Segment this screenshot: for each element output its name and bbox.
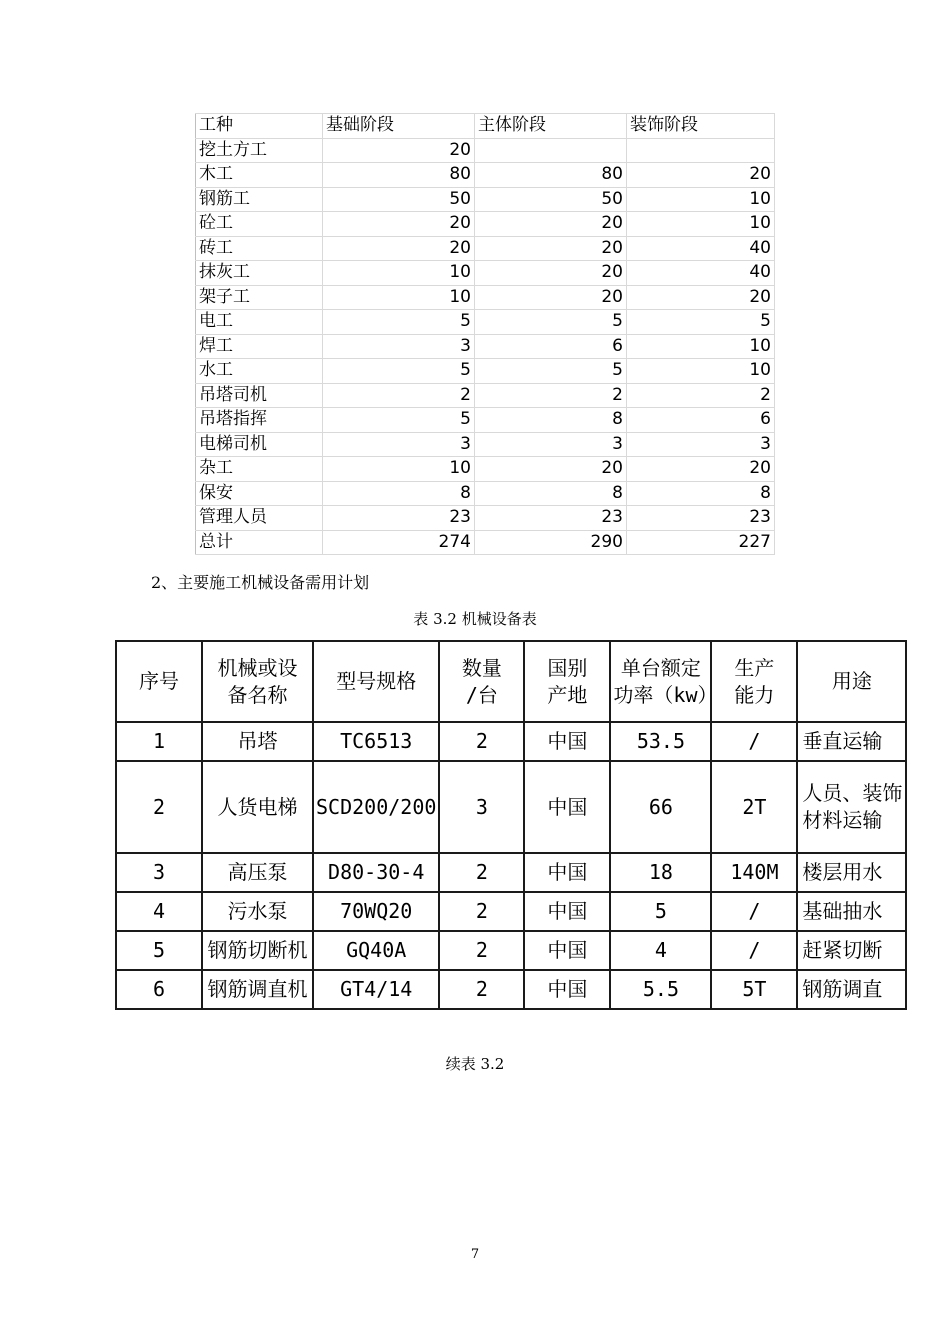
labor-trade-cell: 砼工 [196, 212, 323, 237]
labor-count-cell: 290 [475, 530, 627, 555]
equipment-cell: 5T [711, 970, 797, 1009]
labor-trade-cell: 保安 [196, 481, 323, 506]
labor-count-cell: 6 [475, 334, 627, 359]
labor-table-row [196, 334, 775, 359]
use-line: 赶紧切断 [802, 938, 883, 962]
use-line: 基础抽水 [802, 899, 883, 923]
labor-count-cell: 50 [323, 187, 475, 212]
labor-count-cell: 10 [323, 457, 475, 482]
labor-trade-cell: 管理人员 [196, 506, 323, 531]
equipment-cell: 3 [116, 853, 202, 892]
equipment-cell: GQ40A [313, 931, 439, 970]
header-line: 产地 [547, 682, 588, 707]
equipment-cell: TC6513 [313, 722, 439, 761]
labor-trade-cell: 架子工 [196, 285, 323, 310]
equipment-header-cell [202, 641, 313, 722]
equipment-cell: 吊塔 [202, 722, 313, 761]
labor-header-cell: 基础阶段 [323, 114, 475, 139]
labor-table-row [196, 163, 775, 188]
labor-count-cell: 20 [475, 285, 627, 310]
equipment-header-cell [610, 641, 718, 722]
labor-count-cell: 40 [627, 261, 775, 286]
equipment-header-cell [797, 641, 906, 722]
equipment-cell: 5.5 [610, 970, 711, 1009]
labor-count-cell: 10 [627, 334, 775, 359]
labor-count-cell: 50 [475, 187, 627, 212]
equipment-use-cell [797, 853, 906, 892]
equipment-cell: 4 [116, 892, 202, 931]
labor-count-cell [627, 138, 775, 163]
labor-count-cell: 5 [323, 359, 475, 384]
continued-table-caption: 续表 3.2 [445, 1055, 505, 1073]
labor-table-row [196, 530, 775, 555]
header-line: 型号规格 [336, 669, 417, 693]
equipment-cell: 中国 [524, 722, 610, 761]
labor-table-row [196, 236, 775, 261]
labor-count-cell: 3 [323, 334, 475, 359]
labor-count-cell: 5 [475, 310, 627, 335]
equipment-header-cell [313, 641, 439, 722]
use-line: 材料运输 [802, 808, 883, 832]
labor-table-row [196, 310, 775, 335]
labor-count-cell: 227 [627, 530, 775, 555]
equipment-cell: 中国 [524, 853, 610, 892]
equipment-cell: 5 [610, 892, 711, 931]
labor-trade-cell: 木工 [196, 163, 323, 188]
use-line: 人员、装饰 [802, 781, 903, 805]
equipment-cell: 人货电梯 [202, 761, 313, 853]
labor-count-cell: 20 [323, 138, 475, 163]
labor-trade-cell: 钢筋工 [196, 187, 323, 212]
labor-table-row [196, 138, 775, 163]
equipment-cell: 2 [439, 722, 524, 761]
equipment-cell: 2 [116, 761, 202, 853]
labor-count-cell: 80 [323, 163, 475, 188]
labor-count-cell: 10 [627, 187, 775, 212]
equipment-header-cell [116, 641, 202, 722]
header-line: 生产 [734, 655, 775, 680]
equipment-cell: D80-30-4 [313, 853, 439, 892]
labor-count-cell: 2 [323, 383, 475, 408]
labor-count-cell: 23 [627, 506, 775, 531]
header-line: 国别 [547, 655, 588, 680]
labor-trade-cell: 抹灰工 [196, 261, 323, 286]
labor-count-cell: 10 [323, 285, 475, 310]
header-line: /台 [465, 682, 498, 707]
equipment-table [115, 640, 907, 1010]
labor-count-cell: 8 [627, 481, 775, 506]
equipment-cell: 中国 [524, 892, 610, 931]
equipment-cell: / [711, 892, 797, 931]
equipment-cell: 18 [610, 853, 711, 892]
labor-count-cell: 5 [475, 359, 627, 384]
equipment-use-cell [797, 761, 906, 853]
labor-count-cell: 5 [323, 310, 475, 335]
labor-table-header-row [196, 114, 775, 139]
equipment-cell: 中国 [524, 761, 610, 853]
labor-trade-cell: 杂工 [196, 457, 323, 482]
equipment-cell: 中国 [524, 931, 610, 970]
equipment-header-cell [711, 641, 797, 722]
labor-table-row [196, 187, 775, 212]
labor-table-row [196, 457, 775, 482]
equipment-cell: 2 [439, 892, 524, 931]
header-line: 备名称 [227, 682, 288, 707]
labor-count-cell: 40 [627, 236, 775, 261]
equipment-cell: 2T [711, 761, 797, 853]
labor-count-cell: 5 [323, 408, 475, 433]
labor-count-cell: 20 [323, 212, 475, 237]
equipment-cell: 中国 [524, 970, 610, 1009]
equipment-cell: SCD200/200 [313, 761, 439, 853]
labor-count-cell: 3 [323, 432, 475, 457]
labor-count-cell: 23 [475, 506, 627, 531]
labor-trade-cell: 吊塔司机 [196, 383, 323, 408]
equipment-cell: 钢筋切断机 [202, 931, 313, 970]
equipment-cell: 2 [439, 931, 524, 970]
labor-count-cell: 10 [323, 261, 475, 286]
labor-header-cell: 主体阶段 [475, 114, 627, 139]
equipment-row [116, 722, 906, 761]
equipment-cell: 钢筋调直机 [202, 970, 313, 1009]
equipment-use-cell [797, 892, 906, 931]
labor-header-cell: 装饰阶段 [627, 114, 775, 139]
labor-table-row [196, 506, 775, 531]
section-heading: 2、主要施工机械设备需用计划 [151, 573, 370, 592]
equipment-cell: 70WQ20 [313, 892, 439, 931]
labor-trade-cell: 吊塔指挥 [196, 408, 323, 433]
header-line: 单台额定 [620, 655, 701, 680]
page-number: 7 [470, 1247, 480, 1262]
equipment-cell: 污水泵 [202, 892, 313, 931]
labor-count-cell: 10 [627, 359, 775, 384]
equipment-header-cell [439, 641, 524, 722]
labor-count-cell: 20 [627, 457, 775, 482]
labor-count-cell: 20 [475, 236, 627, 261]
labor-count-cell: 10 [627, 212, 775, 237]
equipment-cell: 2 [439, 970, 524, 1009]
equipment-cell: 5 [116, 931, 202, 970]
equipment-use-cell [797, 931, 906, 970]
labor-count-cell: 20 [627, 163, 775, 188]
labor-table-row [196, 285, 775, 310]
equipment-cell: 66 [610, 761, 711, 853]
labor-count-cell: 6 [627, 408, 775, 433]
equipment-cell: 140M [711, 853, 797, 892]
equipment-cell: 高压泵 [202, 853, 313, 892]
equipment-cell: 2 [439, 853, 524, 892]
equipment-cell: 3 [439, 761, 524, 853]
labor-allocation-table [195, 113, 775, 555]
labor-table-row [196, 261, 775, 286]
header-line: 机械或设 [217, 655, 298, 680]
labor-count-cell: 5 [627, 310, 775, 335]
header-line: 能力 [734, 682, 775, 707]
labor-trade-cell: 电工 [196, 310, 323, 335]
labor-table-row [196, 481, 775, 506]
labor-count-cell: 20 [323, 236, 475, 261]
equipment-row [116, 853, 906, 892]
equipment-cell: 53.5 [610, 722, 711, 761]
labor-trade-cell: 电梯司机 [196, 432, 323, 457]
labor-count-cell: 3 [475, 432, 627, 457]
equipment-row [116, 931, 906, 970]
labor-count-cell: 8 [323, 481, 475, 506]
header-line: 数量 [461, 655, 502, 680]
labor-count-cell: 8 [475, 408, 627, 433]
labor-table-row [196, 383, 775, 408]
labor-trade-cell: 挖土方工 [196, 138, 323, 163]
table-caption: 表 3.2 机械设备表 [413, 610, 537, 628]
labor-count-cell: 20 [627, 285, 775, 310]
header-line: 用途 [831, 669, 872, 693]
use-line: 钢筋调直 [802, 977, 883, 1001]
equipment-table-header-row [116, 641, 906, 722]
labor-count-cell: 3 [627, 432, 775, 457]
equipment-cell: / [711, 931, 797, 970]
labor-count-cell: 2 [475, 383, 627, 408]
labor-trade-cell: 焊工 [196, 334, 323, 359]
equipment-row [116, 970, 906, 1009]
labor-table-row [196, 432, 775, 457]
equipment-cell: GT4/14 [313, 970, 439, 1009]
labor-count-cell: 20 [475, 457, 627, 482]
labor-table-row [196, 408, 775, 433]
labor-count-cell: 274 [323, 530, 475, 555]
labor-count-cell [475, 138, 627, 163]
use-line: 垂直运输 [802, 729, 883, 753]
labor-count-cell: 20 [475, 212, 627, 237]
equipment-cell: 4 [610, 931, 711, 970]
labor-trade-cell: 总计 [196, 530, 323, 555]
header-line: 功率（kw） [613, 682, 718, 707]
labor-table-row [196, 359, 775, 384]
labor-count-cell: 20 [475, 261, 627, 286]
labor-count-cell: 80 [475, 163, 627, 188]
labor-table-row [196, 212, 775, 237]
use-line: 楼层用水 [802, 860, 883, 884]
labor-trade-cell: 水工 [196, 359, 323, 384]
equipment-header-cell [524, 641, 610, 722]
equipment-row [116, 761, 906, 853]
equipment-cell: 6 [116, 970, 202, 1009]
equipment-use-cell [797, 970, 906, 1009]
labor-count-cell: 23 [323, 506, 475, 531]
labor-header-cell: 工种 [196, 114, 323, 139]
equipment-use-cell [797, 722, 906, 761]
labor-count-cell: 2 [627, 383, 775, 408]
labor-trade-cell: 砖工 [196, 236, 323, 261]
equipment-cell: / [711, 722, 797, 761]
header-line: 序号 [139, 669, 179, 693]
equipment-row [116, 892, 906, 931]
labor-count-cell: 8 [475, 481, 627, 506]
equipment-cell: 1 [116, 722, 202, 761]
